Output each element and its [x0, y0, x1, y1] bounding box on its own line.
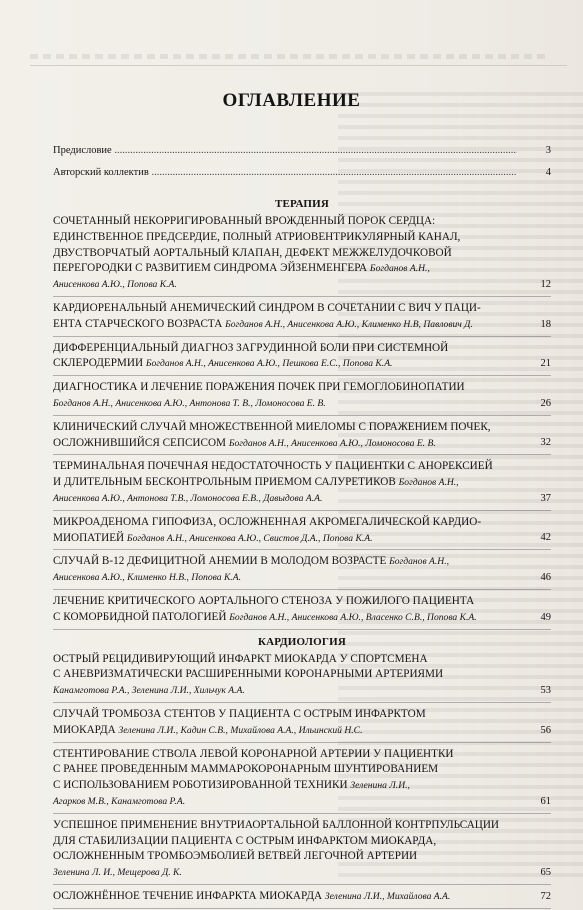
entry-title-line: ЕНТА СТАРЧЕСКОГО ВОЗРАСТА Богданов А.Н., Анисенкова А.Ю., Клименко Н.В, Павлович Д. — [53, 317, 473, 330]
toc-item-label: Предисловие ..... — [53, 144, 517, 159]
entry-title — [53, 420, 517, 452]
entry-title-line: МИОКАРДА Зеленина Л.И., Кадин С.В., Михайлова А.А., Ильинский Н.С. — [53, 723, 363, 736]
entry-title-line: УСПЕШНОЕ ПРИМЕНЕНИЕ ВНУТРИАОРТАЛЬНОЙ БАЛЛОННОЙ КОНТРПУЛЬСАЦИИ — [53, 818, 500, 831]
toc-entry[interactable] — [53, 301, 551, 337]
entry-authors-line: Богданов А.Н., Анисенкова А.Ю., Антонова Т. В., Ломоносова Е. В. — [53, 397, 326, 409]
entry-authors-line: Канамготова Р.А., Зеленина Л.И., Хильчук А.А. — [53, 685, 245, 697]
entry-title — [53, 459, 517, 506]
toc-content — [53, 144, 551, 910]
section-heading: ТЕРАПИЯ — [274, 198, 330, 210]
toc-entry[interactable] — [53, 459, 551, 510]
entry-page: 12 — [540, 278, 551, 290]
entry-title-line: МИКРОАДЕНОМА ГИПОФИЗА, ОСЛОЖНЕННАЯ АКРОМЕГАЛИЧЕСКОЙ КАРДИО- — [53, 515, 482, 528]
entry-title — [53, 301, 517, 333]
toc-entry[interactable] — [53, 652, 551, 703]
entry-title-line: С РАНЕЕ ПРОВЕДЕННЫМ МАММАРОКОРОНАРНЫМ ШУНТИРОВАНИЕМ — [53, 763, 439, 776]
toc-entry[interactable] — [53, 420, 551, 456]
entry-title — [53, 889, 517, 905]
entry-page: 53 — [540, 684, 551, 696]
entry-title — [53, 652, 517, 699]
front-matter-list — [53, 144, 551, 188]
entry-page: 32 — [540, 437, 551, 449]
entry-page: 65 — [540, 866, 551, 878]
toc-item-page: 3 — [545, 145, 551, 156]
entry-title — [53, 341, 517, 373]
entry-title-line: МИОПАТИЕЙ Богданов А.Н., Анисенкова А.Ю., Свистов Д.А., Попова К.А. — [53, 531, 373, 544]
toc-entry[interactable] — [53, 594, 551, 630]
toc-entry[interactable] — [53, 515, 551, 551]
entry-title-line: ТЕРМИНАЛЬНАЯ ПОЧЕЧНАЯ НЕДОСТАТОЧНОСТЬ У ПАЦИЕНТКИ С АНОРЕКСИЕЙ — [53, 460, 493, 473]
toc-entry[interactable] — [53, 214, 551, 297]
entry-title-line: ДЛЯ СТАБИЛИЗАЦИИ ПАЦИЕНТА С ОСТРЫМ ИНФАРКТОМ МИОКАРДА, — [53, 834, 437, 847]
entry-title-line: ДИФФЕРЕНЦИАЛЬНЫЙ ДИАГНОЗ ЗАГРУДИННОЙ БОЛИ ПРИ СИСТЕМНОЙ — [53, 341, 449, 354]
entry-title-line: СКЛЕРОДЕРМИИ Богданов А.Н., Анисенкова А.Ю., Пешкова Е.С., Попова К.А. — [53, 357, 393, 370]
entry-title — [53, 515, 517, 547]
toc-entry[interactable] — [53, 341, 551, 377]
entry-title-line: ДИАГНОСТИКА И ЛЕЧЕНИЕ ПОРАЖЕНИЯ ПОЧЕК ПРИ ГЕМОГЛОБИНОПАТИИ — [53, 381, 465, 394]
entry-title-line: ОСЛОЖНЕННЫМ ТРОМБОЭМБОЛИЕЙ ВЕТВЕЙ ЛЕГОЧНОЙ АРТЕРИИ — [53, 850, 418, 863]
entry-title-line: С ИСПОЛЬЗОВАНИЕМ РОБОТИЗИРОВАННОЙ ТЕХНИКИ Зеленина Л.И., — [53, 779, 410, 792]
entry-authors-line: Анисенкова А.Ю., Попова К.А. — [53, 279, 177, 291]
entry-title-line: СЛУЧАЙ ТРОМБОЗА СТЕНТОВ У ПАЦИЕНТА С ОСТРЫМ ИНФАРКТОМ — [53, 707, 426, 720]
entry-title — [53, 594, 517, 626]
toc-entry[interactable] — [53, 818, 551, 885]
entry-page: 72 — [540, 890, 551, 902]
toc-entry[interactable] — [53, 554, 551, 590]
entry-title — [53, 747, 517, 810]
section-terapiya — [53, 198, 551, 630]
entry-page: 49 — [540, 611, 551, 623]
entry-page: 42 — [540, 532, 551, 544]
entry-title-line: ЕДИНСТВЕННОЕ ПРЕДСЕРДИЕ, ПОЛНЫЙ АТРИОВЕНТРИКУЛЯРНЫЙ КАНАЛ, — [53, 230, 461, 243]
entry-page: 37 — [540, 492, 551, 504]
entry-authors-line: Агарков М.В., Канамготова Р.А. — [53, 795, 186, 807]
toc-item[interactable] — [53, 166, 551, 188]
entry-title-line: С АНЕВРИЗМАТИЧЕСКИ РАСШИРЕННЫМИ КОРОНАРНЫМИ АРТЕРИЯМИ — [53, 668, 444, 681]
entry-page: 26 — [540, 397, 551, 409]
entry-title — [53, 707, 517, 739]
entry-title — [53, 214, 517, 293]
faded-running-header — [30, 45, 567, 66]
entry-page: 46 — [540, 571, 551, 583]
page-title: ОГЛАВЛЕНИЕ — [222, 90, 361, 111]
entry-title-line: ОСТРЫЙ РЕЦИДИВИРУЮЩИЙ ИНФАРКТ МИОКАРДА У СПОРТСМЕНА — [53, 652, 428, 665]
entry-title — [53, 554, 517, 586]
entry-title-line: КАРДИОРЕНАЛЬНЫЙ АНЕМИЧЕСКИЙ СИНДРОМ В СОЧЕТАНИИ С ВИЧ У ПАЦИ- — [53, 301, 481, 314]
entry-title — [53, 380, 517, 412]
entry-title-line: ОСЛОЖНЁННОЕ ТЕЧЕНИЕ ИНФАРКТА МИОКАРДА Зеленина Л.И., Михайлова А.А. — [53, 889, 451, 902]
toc-item[interactable] — [53, 144, 551, 166]
entry-title-line: С КОМОРБИДНОЙ ПАТОЛОГИЕЙ Богданов А.Н., Анисенкова А.Ю., Власенко С.В., Попова К.А. — [53, 610, 477, 623]
entry-page: 61 — [540, 795, 551, 807]
entry-title-line: ДВУСТВОРЧАТЫЙ АОРТАЛЬНЫЙ КЛАПАН, ДЕФЕКТ МЕЖЖЕЛУДОЧКОВОЙ — [53, 246, 452, 259]
section-kardiologiya — [53, 636, 551, 909]
entry-title-line: КЛИНИЧЕСКИЙ СЛУЧАЙ МНОЖЕСТВЕННОЙ МИЕЛОМЫ С ПОРАЖЕНИЕМ ПОЧЕК, — [53, 420, 491, 433]
entry-title-line: И ДЛИТЕЛЬНЫМ БЕСКОНТРОЛЬНЫМ ПРИЕМОМ САЛУРЕТИКОВ Богданов А.Н., — [53, 476, 459, 489]
toc-entry[interactable] — [53, 747, 551, 814]
entry-title-line: ОСЛОЖНИВШИЙСЯ СЕПСИСОМ Богданов А.Н., Анисенкова А.Ю., Ломоносова Е. В. — [53, 436, 436, 449]
entry-page: 18 — [540, 318, 551, 330]
entry-authors-line: Зеленина Л. И., Мещерова Д. К. — [53, 867, 182, 879]
toc-item-page: 4 — [545, 167, 551, 178]
toc-entry[interactable] — [53, 707, 551, 743]
toc-item-label: Авторский коллектив ..... — [53, 166, 517, 181]
entry-authors-line: Анисенкова А.Ю., Антонова Т.В., Ломоносова Е.В., Давыдова А.А. — [53, 492, 323, 504]
entry-title-line: СТЕНТИРОВАНИЕ СТВОЛА ЛЕВОЙ КОРОНАРНОЙ АРТЕРИИ У ПАЦИЕНТКИ — [53, 747, 454, 760]
entry-title-line: СОЧЕТАННЫЙ НЕКОРРИГИРОВАННЫЙ ВРОЖДЕННЫЙ ПОРОК СЕРДЦА: — [53, 215, 436, 227]
toc-entry[interactable] — [53, 889, 551, 909]
entry-title-line: ЛЕЧЕНИЕ КРИТИЧЕСКОГО АОРТАЛЬНОГО СТЕНОЗА У ПОЖИЛОГО ПАЦИЕНТА — [53, 594, 475, 607]
entry-authors-line: Анисенкова А.Ю., Клименко Н.В., Попова К.А. — [53, 572, 241, 584]
section-heading: КАРДИОЛОГИЯ — [257, 635, 347, 648]
entry-title — [53, 818, 517, 881]
entry-page: 21 — [540, 358, 551, 370]
toc-entry[interactable] — [53, 380, 551, 416]
entry-title-line: СЛУЧАЙ В-12 ДЕФИЦИТНОЙ АНЕМИИ В МОЛОДОМ ВОЗРАСТЕ Богданов А.Н., — [53, 555, 450, 568]
entry-title-line: ПЕРЕГОРОДКИ С РАЗВИТИЕМ СИНДРОМА ЭЙЗЕНМЕНГЕРА Богданов А.Н., — [53, 262, 430, 275]
entry-page: 56 — [540, 724, 551, 736]
